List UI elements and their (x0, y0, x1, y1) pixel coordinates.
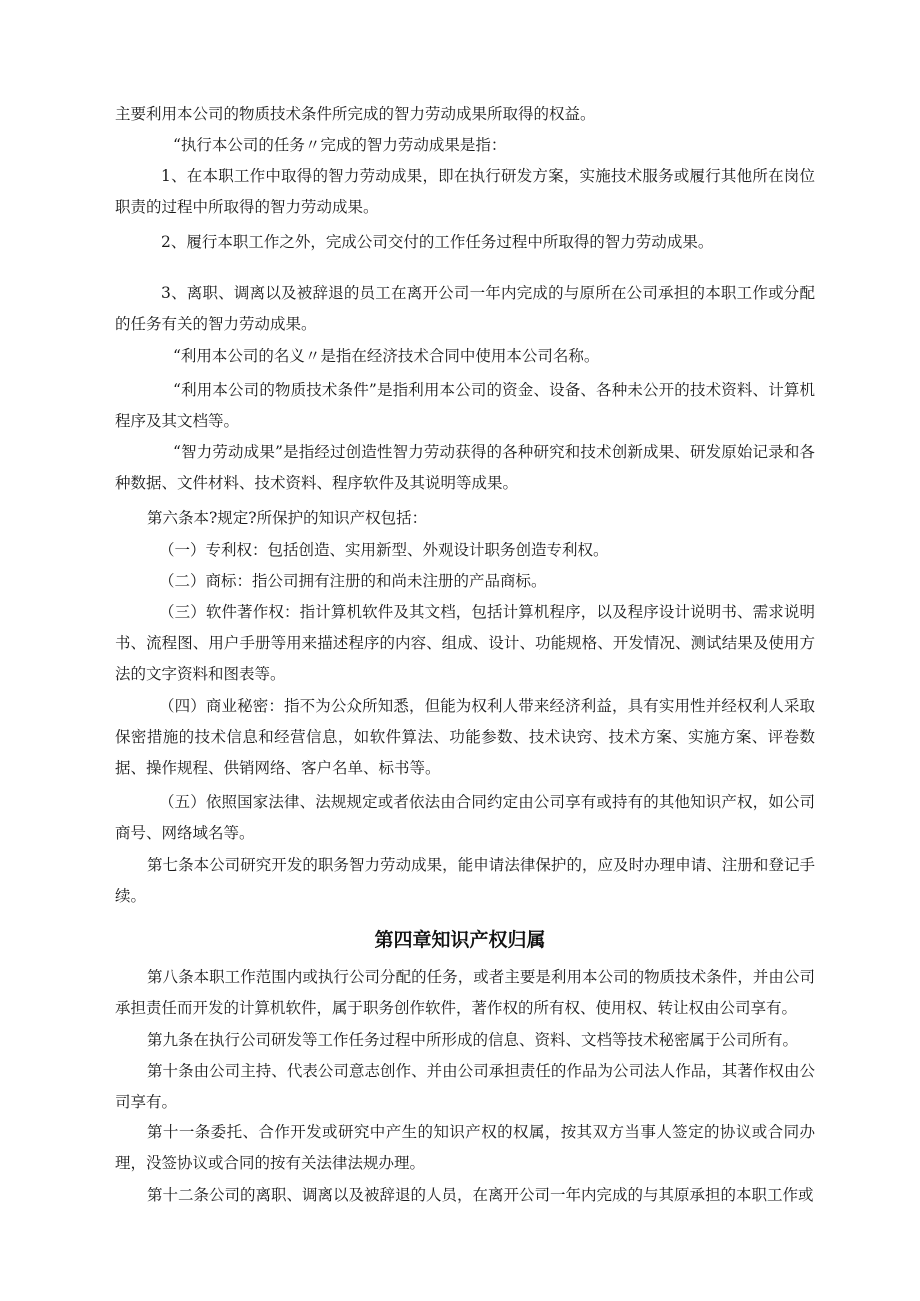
clause-trademark: （二）商标：指公司拥有注册的和尚未注册的产品商标。 (159, 572, 547, 590)
article-8: 第八条本职工作范围内或执行公司分配的任务，或者主要是利用本公司的物质技术条件，并由公司承担责任而开发的计算机软件，属于职务创作软件，著作权的所有权、使用权、转让权由公司享有。 (115, 968, 815, 1017)
clause-software-copyright: （三）软件著作权：指计算机软件及其文档，包括计算机程序，以及程序设计说明书、需求说明书、流程图、用户手册等用来描述程序的内容、组成、设计、功能规格、开发情况、测试结果及使用方法的文字资料和图表等。 (115, 603, 815, 683)
paragraph-rights-continuation: 主要利用本公司的物质技术条件所完成的智力劳动成果所取得的权益。 (115, 105, 596, 123)
paragraph-intellectual-output-definition: “智力劳动成果”是指经过创造性智力劳动获得的各种研究和技术创新成果、研发原始记录和各种数据、文件材料、技术资料、程序软件及其说明等成果。 (115, 443, 815, 492)
clause-trade-secret: （四）商业秘密：指不为公众所知悉，但能为权利人带来经济利益，具有实用性并经权利人采取保密措施的技术信息和经营信息，如软件算法、功能参数、技术诀窍、技术方案、实施方案、评卷数据、操作规程、供销网络、客户名单、标书等。 (115, 697, 815, 777)
article-6: 第六条本?规定?所保护的知识产权包括： (147, 509, 428, 527)
paragraph-item-3: 3、离职、调离以及被辞退的员工在离开公司一年内完成的与原所在公司承担的本职工作或分配的任务有关的智力劳动成果。 (115, 284, 815, 333)
paragraph-task-definition: “执行本公司的任务〃完成的智力劳动成果是指： (173, 136, 507, 154)
chapter-title: 第四章知识产权归属 (374, 929, 546, 951)
clause-other-ip: （五）依照国家法律、法规规定或者依法由合同约定由公司享有或持有的其他知识产权，如公司商号、网络域名等。 (115, 793, 815, 842)
article-7: 第七条本公司研究开发的职务智力劳动成果，能申请法律保护的，应及时办理申请、注册和登记手续。 (115, 856, 815, 905)
paragraph-material-conditions-definition: “利用本公司的物质技术条件”是指利用本公司的资金、设备、各种未公开的技术资料、计算机程序及其文档等。 (115, 381, 815, 430)
clause-patent: （一）专利权：包括创造、实用新型、外观设计职务创造专利权。 (159, 541, 609, 559)
paragraph-company-name-definition: “利用本公司的名义〃是指在经济技术合同中使用本公司名称。 (173, 347, 600, 365)
article-10: 第十条由公司主持、代表公司意志创作、并由公司承担责任的作品为公司法人作品，其著作权由公司享有。 (115, 1062, 815, 1111)
article-9: 第九条在执行公司研发等工作任务过程中所形成的信息、资料、文档等技术秘密属于公司所有。 (147, 1031, 799, 1049)
article-12: 第十二条公司的离职、调离以及被辞退的人员，在离开公司一年内完成的与其原承担的本职工作或 (147, 1186, 814, 1204)
article-11: 第十一条委托、合作开发或研究中产生的知识产权的权属，按其双方当事人签定的协议或合同办理，没签协议或合同的按有关法律法规办理。 (115, 1123, 815, 1172)
paragraph-item-2: 2、履行本职工作之外，完成公司交付的工作任务过程中所取得的智力劳动成果。 (161, 233, 714, 251)
paragraph-item-1: 1、在本职工作中取得的智力劳动成果，即在执行研发方案，实施技术服务或履行其他所在岗位职责的过程中所取得的智力劳动成果。 (115, 167, 815, 216)
